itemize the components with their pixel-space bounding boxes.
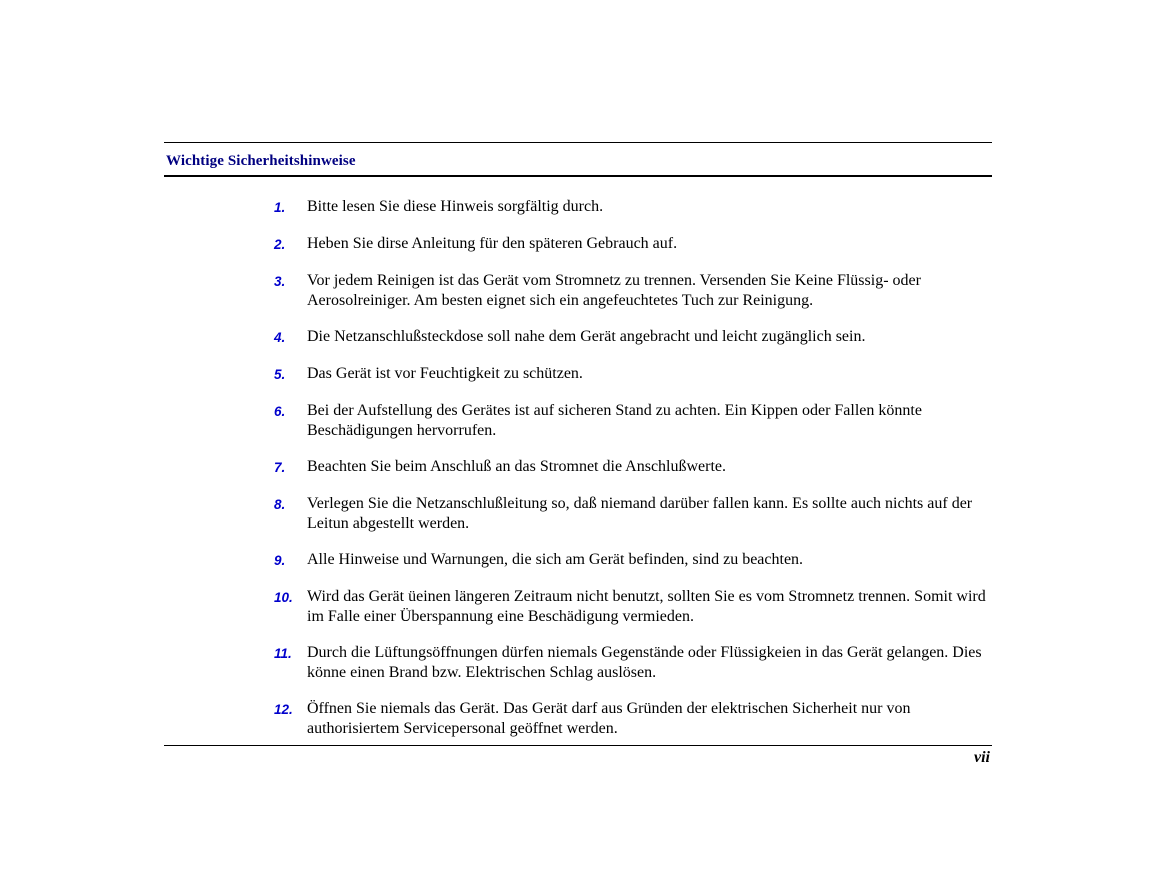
item-text: Verlegen Sie die Netzanschlußleitung so, daß niemand darüber fallen kann. Es sollte auch nichts auf der Leitun abgestellt werden. <box>307 495 973 532</box>
list-item <box>274 401 986 441</box>
item-text: Heben Sie dirse Anleitung für den späteren Gebrauch auf. <box>307 235 678 252</box>
item-number: 6. <box>274 404 286 419</box>
item-number: 9. <box>274 553 286 568</box>
item-text: Alle Hinweise und Warnungen, die sich am Gerät befinden, sind zu beachten. <box>307 551 804 568</box>
item-text: Durch die Lüftungsöffnungen dürfen niemals Gegenstände oder Flüssigkeien in das Gerät gelangen. Dies könne einen Brand bzw. Elektrischen Schlag auslösen. <box>307 644 982 681</box>
footer-rule <box>164 745 992 746</box>
page-number: vii <box>974 749 990 766</box>
item-number: 4. <box>274 330 286 345</box>
item-number: 8. <box>274 497 286 512</box>
list-item <box>274 699 986 739</box>
header-top-rule <box>164 142 992 143</box>
item-number: 5. <box>274 367 286 382</box>
item-number: 2. <box>274 237 286 252</box>
item-number: 10. <box>274 590 293 605</box>
list-item <box>274 327 986 348</box>
section-title: Wichtige Sicherheitshinweise <box>166 153 356 169</box>
list-item <box>274 550 986 571</box>
item-text: Bei der Aufstellung des Gerätes ist auf sicheren Stand zu achten. Ein Kippen oder Fallen könnte Beschädigungen hervorrufen. <box>307 402 922 439</box>
list-item <box>274 364 986 385</box>
item-text: Öffnen Sie niemals das Gerät. Das Gerät darf aus Gründen der elektrischen Sicherheit nur von authorisiertem Servicepersonal geöffnet werden. <box>307 700 911 737</box>
list-item <box>274 234 986 255</box>
item-number: 11. <box>274 646 292 661</box>
item-text: Beachten Sie beim Anschluß an das Stromnet die Anschlußwerte. <box>307 458 727 475</box>
list-item <box>274 271 986 311</box>
item-number: 1. <box>274 200 286 215</box>
header-bottom-rule <box>164 175 992 177</box>
item-text: Das Gerät ist vor Feuchtigkeit zu schützen. <box>307 365 583 382</box>
item-number: 12. <box>274 702 293 717</box>
item-text: Vor jedem Reinigen ist das Gerät vom Stromnetz zu trennen. Versenden Sie Keine Flüssig- oder Aerosolreiniger. Am besten eignet sich ein angefeuchtetes Tuch zur Reinigung. <box>307 272 921 309</box>
list-item <box>274 494 986 534</box>
item-text: Die Netzanschlußsteckdose soll nahe dem Gerät angebracht und leicht zugänglich sein. <box>307 328 866 345</box>
item-number: 3. <box>274 274 286 289</box>
item-text: Bitte lesen Sie diese Hinweis sorgfältig durch. <box>307 198 604 215</box>
list-item <box>274 197 986 218</box>
item-text: Wird das Gerät üeinen längeren Zeitraum nicht benutzt, sollten Sie es vom Stromnetz trennen. Somit wird im Falle einer Überspannung eine Beschädigung vermieden. <box>307 588 986 625</box>
list-item <box>274 587 986 627</box>
safety-instructions-list <box>274 197 986 755</box>
item-number: 7. <box>274 460 286 475</box>
list-item <box>274 457 986 478</box>
list-item <box>274 643 986 683</box>
